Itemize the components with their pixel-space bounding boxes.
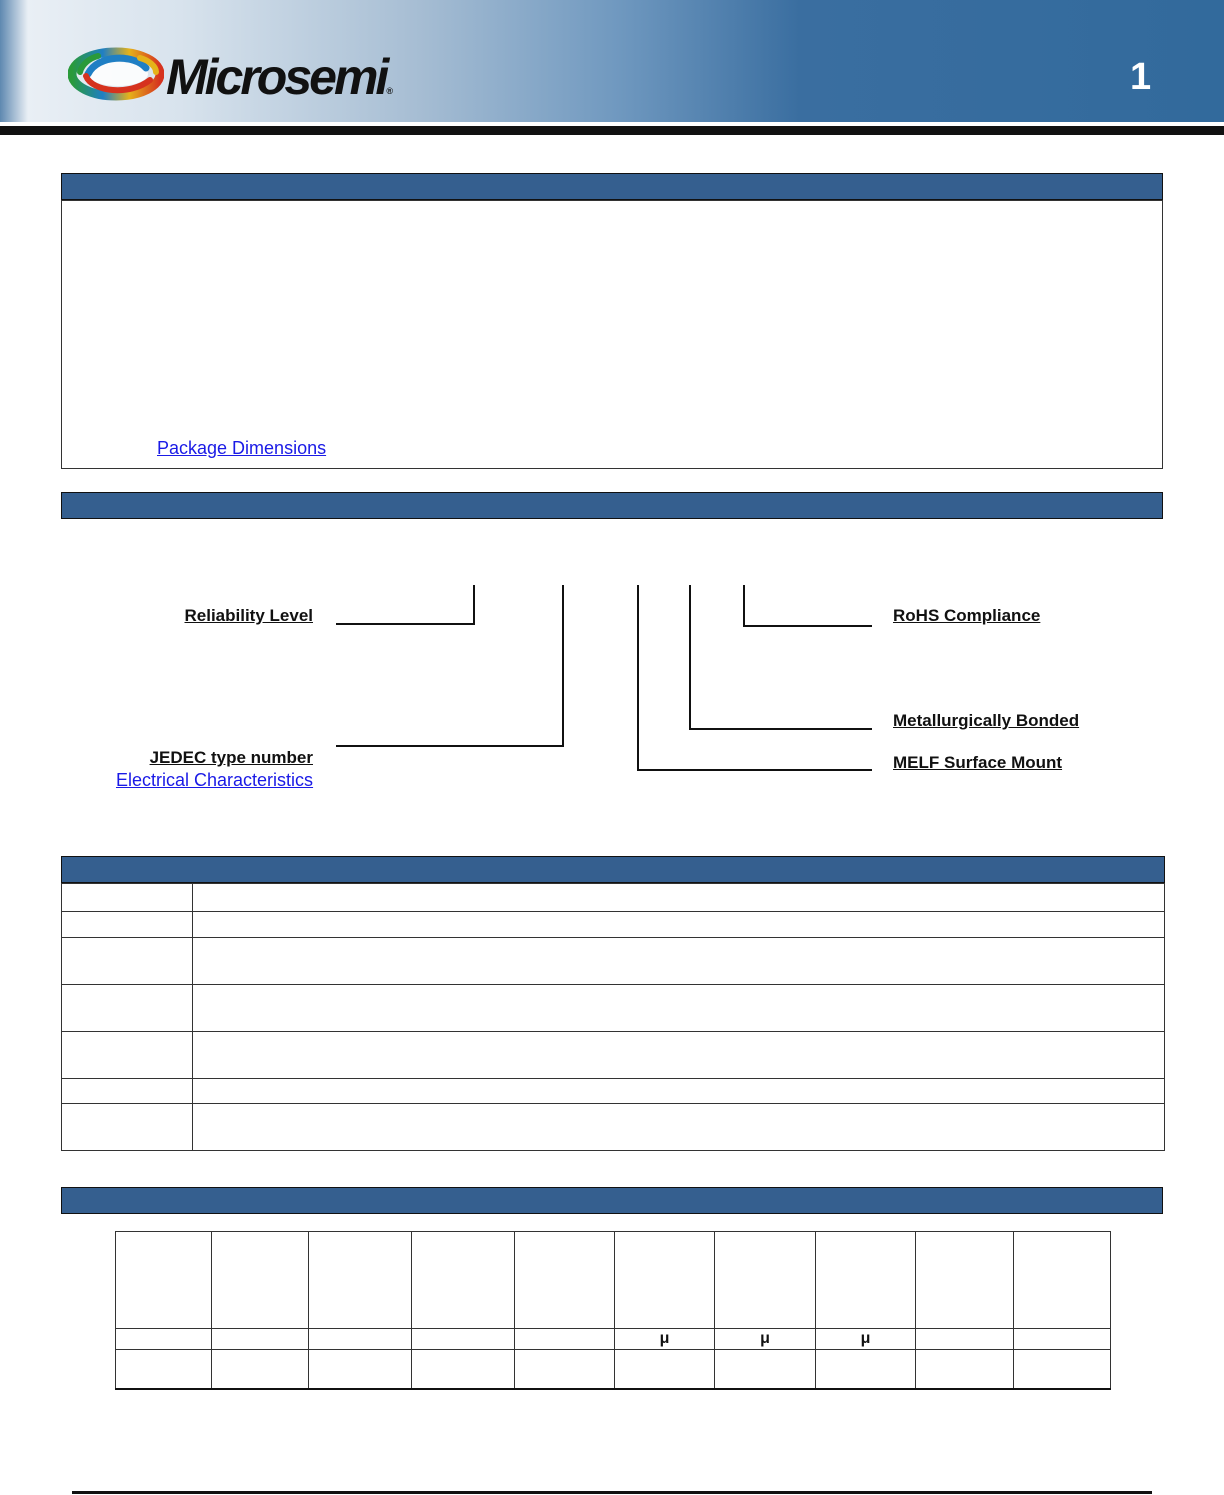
table-cell xyxy=(1014,1329,1111,1350)
microsemi-wordmark: Microsemi® xyxy=(166,49,393,105)
connector-reliability-v xyxy=(473,585,475,625)
microsemi-logo-icon xyxy=(68,46,164,102)
table-row xyxy=(62,912,1165,938)
connector-bonded-v xyxy=(689,585,691,730)
connector-rohs-v xyxy=(743,585,745,627)
table-row xyxy=(116,1350,1111,1389)
table-cell xyxy=(309,1329,412,1350)
mechanical-section-bar xyxy=(61,856,1165,883)
table-row xyxy=(62,985,1165,1032)
table-cell xyxy=(412,1329,515,1350)
electrical-section-bar xyxy=(61,1187,1163,1214)
connector-jedec-h xyxy=(336,745,564,747)
connector-reliability-h xyxy=(336,623,475,625)
metallurgically-bonded-label: Metallurgically Bonded xyxy=(893,711,1080,730)
rohs-compliance-label: RoHS Compliance xyxy=(893,606,1041,625)
connector-melf-v xyxy=(637,585,639,771)
table-row xyxy=(62,938,1165,985)
page-number: 1 xyxy=(1130,56,1152,98)
table-cell xyxy=(116,1329,212,1350)
table-cell: μ xyxy=(715,1329,816,1350)
mechanical-table xyxy=(61,883,1165,1151)
table-row xyxy=(116,1232,1111,1329)
jedec-type-number-label: JEDEC type number xyxy=(149,748,313,767)
table-cell: μ xyxy=(816,1329,916,1350)
table-cell xyxy=(515,1329,615,1350)
table-row xyxy=(62,1079,1165,1104)
part-nomenclature-section-bar xyxy=(61,492,1163,519)
package-dimensions-link[interactable]: Package Dimensions xyxy=(157,438,327,458)
connector-jedec-v xyxy=(562,585,564,747)
table-row xyxy=(62,1032,1165,1079)
description-section-bar xyxy=(61,173,1163,200)
table-row xyxy=(62,884,1165,912)
table-cell xyxy=(212,1329,309,1350)
table-row xyxy=(62,1104,1165,1151)
table-cell: μ xyxy=(615,1329,715,1350)
footer-rule xyxy=(72,1491,1152,1494)
table-cell xyxy=(916,1329,1014,1350)
connector-rohs-h xyxy=(743,625,872,627)
table-row xyxy=(116,1329,1111,1350)
reliability-level-label: Reliability Level xyxy=(184,606,313,625)
electrical-characteristics-table xyxy=(115,1231,1111,1390)
header-rule xyxy=(0,126,1224,135)
melf-surface-mount-label: MELF Surface Mount xyxy=(893,753,1063,772)
electrical-characteristics-link[interactable]: Electrical Characteristics xyxy=(116,770,314,790)
connector-melf-h xyxy=(637,769,872,771)
description-box xyxy=(61,200,1163,469)
connector-bonded-h xyxy=(689,728,872,730)
